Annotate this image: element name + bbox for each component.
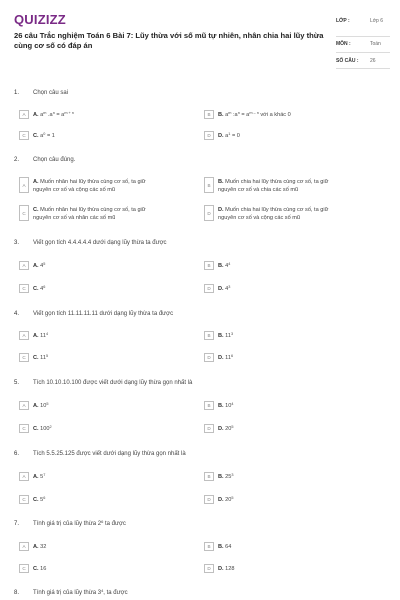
option-exp: 1 xyxy=(228,131,231,136)
option-label: C. xyxy=(33,496,39,503)
option-line: nguyên cơ số và cộng các số mũ xyxy=(33,186,116,193)
option-line: Muốn nhân hai lũy thừa cùng cơ số, ta giữ xyxy=(40,206,146,213)
option-label: A. xyxy=(33,332,39,339)
option-text xyxy=(33,285,173,293)
option-line: Muốn nhân hai lũy thừa cùng cơ số, ta giữ xyxy=(40,178,146,185)
option-label: A. xyxy=(33,473,39,480)
question-text: Tích 5.5.25.125 được viết dưới dạng lũy thừa gọn nhất là xyxy=(33,451,186,457)
option-letter: A xyxy=(19,110,29,119)
option-text xyxy=(33,354,173,362)
option-exp: n xyxy=(237,110,240,115)
option-exp: n xyxy=(52,110,55,115)
option-base: a xyxy=(40,111,44,118)
option-base: 20 xyxy=(225,425,232,432)
option-letter: D xyxy=(204,564,214,573)
option-letter: D xyxy=(204,205,214,221)
option-label: B. xyxy=(218,473,224,480)
option-text xyxy=(33,425,173,433)
option-text xyxy=(33,132,173,140)
option-text xyxy=(218,262,358,270)
option-label: D. xyxy=(218,496,224,503)
option-value: 128 xyxy=(225,565,235,572)
option-label: C. xyxy=(33,132,39,139)
option-label: A. xyxy=(33,178,39,185)
option-label: A. xyxy=(33,111,39,118)
option-label: C. xyxy=(33,206,39,213)
option-text xyxy=(218,473,358,481)
option-base: 100 xyxy=(40,425,50,432)
option-letter: A xyxy=(19,542,29,551)
option-base: 4 xyxy=(40,285,44,292)
question-text: Tính giá trị của lũy thừa $3^4$, ta được xyxy=(33,588,128,596)
option-letter: A xyxy=(19,331,29,340)
option-exp: m + n xyxy=(64,110,74,115)
question-number: 6. xyxy=(14,451,20,457)
option-label: C. xyxy=(33,354,39,361)
option-letter: C xyxy=(19,495,29,504)
page-title: 26 câu Trắc nghiệm Toán 6 Bài 7: Lũy thừa với số mũ tự nhiên, nhân chia hai lũy thừa cùng cơ số có đáp án xyxy=(14,31,324,50)
meta-grade-value: Lớp 6 xyxy=(370,18,384,24)
option-label: D. xyxy=(218,565,224,572)
option-text xyxy=(33,111,173,119)
option-text xyxy=(218,206,358,222)
option-letter: C xyxy=(19,353,29,362)
option-tail: = a xyxy=(239,111,250,118)
option-letter: A xyxy=(19,261,29,270)
option-base: a xyxy=(225,132,229,139)
option-exp: m xyxy=(228,110,232,115)
option-label: B. xyxy=(218,332,224,339)
question-text: Tích 10.10.10.100 được viết dưới dạng lũy thừa gọn nhất là xyxy=(33,380,193,386)
option-text xyxy=(218,332,358,340)
option-letter: C xyxy=(19,564,29,573)
option-exp: m xyxy=(43,110,47,115)
option-letter: B xyxy=(204,472,214,481)
option-letter: C xyxy=(19,205,29,221)
option-letter: D xyxy=(204,284,214,293)
option-base: 11 xyxy=(40,332,46,339)
option-label: D. xyxy=(218,354,224,361)
option-base: 5 xyxy=(40,496,44,503)
option-letter: B xyxy=(204,261,214,270)
question-number: 5. xyxy=(14,380,20,386)
option-label: B. xyxy=(218,402,224,409)
option-base: 10 xyxy=(225,402,232,409)
option-base: 4 xyxy=(225,285,229,292)
meta-divider xyxy=(336,52,390,53)
meta-divider xyxy=(336,68,390,69)
option-base: 11 xyxy=(225,354,231,361)
option-text xyxy=(218,543,358,551)
option-text xyxy=(218,111,358,119)
option-label: D. xyxy=(218,206,224,213)
option-text xyxy=(218,354,358,362)
option-letter: A xyxy=(19,177,29,193)
option-exp: 5 xyxy=(43,261,46,266)
option-label: A. xyxy=(33,402,39,409)
option-label: B. xyxy=(218,178,224,185)
option-text xyxy=(218,425,358,433)
option-value: 64 xyxy=(225,543,232,550)
option-text xyxy=(33,262,173,270)
option-exp: 3 xyxy=(231,472,234,477)
option-exp: 6 xyxy=(43,284,46,289)
option-exp: m – n xyxy=(249,110,259,115)
option-text xyxy=(33,473,173,481)
option-value: 16 xyxy=(40,565,47,572)
option-value: 32 xyxy=(40,543,47,550)
meta-subject-value: Toán xyxy=(370,41,381,47)
option-exp: 5 xyxy=(45,353,49,358)
question-text: Viết gọn tích 11.11.11.11 dưới dạng lũy thừa ta được xyxy=(33,311,174,317)
option-label: D. xyxy=(218,132,224,139)
option-text xyxy=(33,206,173,222)
option-text xyxy=(33,496,173,504)
question-text: Tính giá trị của lũy thừa $2^6$ ta được xyxy=(33,519,126,527)
meta-count-label: SỐ CÂU : xyxy=(336,58,359,64)
option-exp: 6 xyxy=(43,495,46,500)
option-label: B. xyxy=(218,262,224,269)
option-text xyxy=(33,543,173,551)
option-base: a xyxy=(40,132,44,139)
option-base: 5 xyxy=(40,473,44,480)
option-letter: D xyxy=(204,131,214,140)
option-text xyxy=(33,565,173,573)
meta-divider xyxy=(336,36,390,37)
meta-subject-label: MÔN : xyxy=(336,41,351,47)
option-letter: D xyxy=(204,495,214,504)
option-exp: 4 xyxy=(231,401,234,406)
option-text xyxy=(218,402,358,410)
brand-logo: QUIZIZZ xyxy=(14,12,66,27)
option-label: B. xyxy=(218,543,224,550)
option-mid: = 1 xyxy=(45,132,55,139)
option-label: A. xyxy=(33,262,39,269)
option-letter: A xyxy=(19,472,29,481)
option-line: nguyên cơ số và chia các số mũ xyxy=(218,186,299,193)
option-letter: B xyxy=(204,331,214,340)
question-number: 1. xyxy=(14,90,20,96)
option-tail: = a xyxy=(54,111,65,118)
option-base: 10 xyxy=(40,402,47,409)
option-letter: A xyxy=(19,401,29,410)
option-exp: 2 xyxy=(49,424,52,429)
question-text: Viết gọn tích 4.4.4.4.4 dưới dạng lũy thừa ta được xyxy=(33,240,167,246)
option-base: 25 xyxy=(225,473,232,480)
option-label: C. xyxy=(33,285,39,292)
option-base: 11 xyxy=(40,354,46,361)
option-label: C. xyxy=(33,565,39,572)
option-letter: B xyxy=(204,542,214,551)
option-letter: D xyxy=(204,353,214,362)
option-text xyxy=(218,565,358,573)
option-line: Muốn chia hai lũy thừa cùng cơ số, ta giữ xyxy=(225,206,329,213)
meta-count-value: 26 xyxy=(370,58,376,64)
option-text xyxy=(218,132,358,140)
question-text: Chọn câu đúng. xyxy=(33,157,76,163)
option-base: 11 xyxy=(225,332,231,339)
option-exp: 5 xyxy=(231,424,234,429)
question-number: 8. xyxy=(14,590,20,596)
option-exp: 5 xyxy=(231,495,234,500)
option-mid: :a xyxy=(231,111,238,118)
option-base: 4 xyxy=(40,262,44,269)
option-mid: .a xyxy=(46,111,53,118)
option-label: A. xyxy=(33,543,39,550)
question-number: 7. xyxy=(14,521,20,527)
option-mid: = 0 xyxy=(230,132,240,139)
option-exp: 3 xyxy=(230,331,234,336)
option-line: nguyên cơ số và nhân các số mũ xyxy=(33,214,116,221)
option-exp: 4 xyxy=(228,261,231,266)
option-label: D. xyxy=(218,285,224,292)
option-base: 4 xyxy=(225,262,229,269)
question-number: 3. xyxy=(14,240,20,246)
option-line: Muốn chia hai lũy thừa cùng cơ số, ta giữ xyxy=(225,178,329,185)
option-text xyxy=(33,178,173,194)
option-exp: 7 xyxy=(43,472,46,477)
option-text xyxy=(33,402,173,410)
option-exp: 3 xyxy=(228,284,231,289)
option-end: với a khác 0 xyxy=(258,111,291,118)
option-base: a xyxy=(225,111,229,118)
option-letter: C xyxy=(19,424,29,433)
option-line: nguyên cơ số và cộng các số mũ xyxy=(218,214,301,221)
question-text: Chọn câu sai xyxy=(33,90,69,96)
option-label: D. xyxy=(218,425,224,432)
question-number: 4. xyxy=(14,311,20,317)
option-text xyxy=(218,178,358,194)
option-letter: D xyxy=(204,424,214,433)
option-text xyxy=(218,285,358,293)
option-exp: 0 xyxy=(43,131,46,136)
option-base: 20 xyxy=(225,496,232,503)
meta-grade-label: LỚP : xyxy=(336,18,350,24)
option-text xyxy=(33,332,173,340)
option-label: B. xyxy=(218,111,224,118)
option-text xyxy=(218,496,358,504)
option-exp: 4 xyxy=(45,331,49,336)
option-letter: B xyxy=(204,401,214,410)
option-letter: C xyxy=(19,284,29,293)
option-letter: C xyxy=(19,131,29,140)
option-exp: 6 xyxy=(230,353,234,358)
option-label: C. xyxy=(33,425,39,432)
question-number: 2. xyxy=(14,157,20,163)
option-letter: B xyxy=(204,110,214,119)
option-letter: B xyxy=(204,177,214,193)
option-exp: 5 xyxy=(46,401,49,406)
